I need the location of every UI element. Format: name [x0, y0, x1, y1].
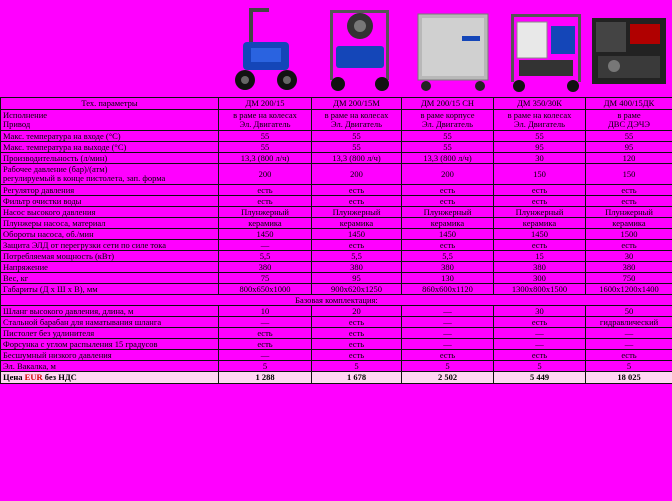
table-row [1, 153, 672, 164]
table-cell: 75 [219, 273, 312, 284]
table-cell: 30 [586, 251, 672, 262]
table-cell-line: 150 [533, 168, 546, 179]
table-cell: есть [312, 317, 402, 328]
table-cell: 380 [586, 262, 672, 273]
table-cell: 13,3 (800 л/ч) [402, 153, 494, 164]
row-label: Шланг высокого давления, длина, м [1, 306, 219, 317]
table-cell: есть [219, 196, 312, 207]
table-cell: керамика [402, 218, 494, 229]
table-cell: 5,5 [312, 251, 402, 262]
table-cell: 5 [402, 361, 494, 372]
table-cell-line: Эл. Двигатель [239, 119, 291, 129]
table-cell: 55 [312, 131, 402, 142]
price-cell: 18 025 [586, 372, 672, 384]
table-cell: 5,5 [219, 251, 312, 262]
pressure-washer-cart-icon [225, 4, 307, 94]
table-cell: Плунжерный [312, 207, 402, 218]
table-cell: Плунжерный [494, 207, 586, 218]
table-row [1, 361, 672, 372]
table-cell: 380 [402, 262, 494, 273]
table-cell: 5,5 [402, 251, 494, 262]
table-row [1, 306, 672, 317]
table-cell: 30 [494, 306, 586, 317]
table-cell: 130 [402, 273, 494, 284]
row-label: Обороты насоса, об./мин [1, 229, 219, 240]
table-header-row [1, 98, 672, 110]
table-cell: 95 [312, 273, 402, 284]
row-label: Макс. температура на входе (°С) [1, 131, 219, 142]
table-cell: есть [494, 240, 586, 251]
row-label: Габариты (Д х Ш х В), мм [1, 284, 219, 295]
table-cell-line: в раме на колесах [324, 110, 389, 120]
table-cell: 750 [586, 273, 672, 284]
table-cell: 55 [494, 131, 586, 142]
table-row [1, 350, 672, 361]
table-cell: 1500 [586, 229, 672, 240]
table-cell: есть [402, 240, 494, 251]
table-cell-line: в раме корпусе [420, 110, 475, 120]
table-cell: Плунжерный [219, 207, 312, 218]
table-cell: керамика [494, 218, 586, 229]
table-cell: есть [586, 350, 672, 361]
row-label: Стальной барабан для наматывания шланга [1, 317, 219, 328]
table-cell [219, 164, 312, 185]
table-cell: есть [312, 196, 402, 207]
price-cell: 2 502 [402, 372, 494, 384]
table-cell: 5 [494, 361, 586, 372]
table-cell: 300 [494, 273, 586, 284]
table-cell: 55 [219, 131, 312, 142]
table-row [1, 339, 672, 350]
pressure-washer-frame-hose-reel-icon [320, 4, 402, 94]
table-cell: есть [494, 350, 586, 361]
table-row [1, 164, 672, 185]
table-row [1, 284, 672, 295]
table-row [1, 196, 672, 207]
row-label-line: регулируемый в конце пистолета, зап. форма [3, 173, 166, 183]
table-cell: есть [312, 339, 402, 350]
table-cell: 55 [402, 131, 494, 142]
table-cell: есть [312, 328, 402, 339]
table-cell: есть [586, 196, 672, 207]
price-label-text: Цена [3, 372, 25, 382]
table-cell [586, 164, 672, 185]
section-header-row [1, 295, 672, 306]
price-label-text: без НДС [42, 372, 77, 382]
table-cell: есть [402, 350, 494, 361]
table-row [1, 131, 672, 142]
row-label-line: Привод [3, 119, 31, 129]
table-row [1, 110, 672, 131]
row-label: Макс. температура на выходе (°С) [1, 142, 219, 153]
table-cell: — [402, 328, 494, 339]
table-cell: 55 [402, 142, 494, 153]
table-row [1, 262, 672, 273]
table-cell: 5 [586, 361, 672, 372]
column-header-model: ДМ 200/15 [219, 98, 312, 110]
table-cell: 1450 [494, 229, 586, 240]
table-row [1, 207, 672, 218]
row-label: Вес, кг [1, 273, 219, 284]
table-cell: есть [402, 196, 494, 207]
column-header-model: ДМ 400/15ДК [586, 98, 672, 110]
table-cell: 13,3 (800 л/ч) [219, 153, 312, 164]
table-cell-line: в раме [617, 110, 641, 120]
table-cell: 55 [312, 142, 402, 153]
table-cell: 120 [586, 153, 672, 164]
row-label: Регулятор давления [1, 185, 219, 196]
table-cell: 30 [494, 153, 586, 164]
table-row [1, 251, 672, 262]
table-cell: керамика [586, 218, 672, 229]
table-cell: 15 [494, 251, 586, 262]
section-title: Базовая комплектация: [1, 295, 672, 306]
table-cell-line: 200 [441, 168, 454, 179]
table-cell: — [219, 350, 312, 361]
table-cell: есть [312, 350, 402, 361]
table-cell: 800x650x1000 [219, 284, 312, 295]
table-cell: — [219, 240, 312, 251]
table-row [1, 185, 672, 196]
table-row [1, 273, 672, 284]
table-cell [312, 110, 402, 131]
table-cell: гидравлический [586, 317, 672, 328]
currency-label: EUR [24, 372, 43, 382]
table-cell: — [586, 339, 672, 350]
row-label [1, 164, 219, 185]
product-images-strip [0, 0, 672, 96]
table-cell: 13,3 (800 л/ч) [312, 153, 402, 164]
table-cell: 900x620x1250 [312, 284, 402, 295]
row-label-line: Рабочее давление (бар)/(атм) [3, 164, 108, 174]
table-cell: есть [312, 185, 402, 196]
pressure-washer-heated-frame-icon [505, 4, 587, 94]
table-cell: — [494, 339, 586, 350]
row-label: Бесшумный низкого давления [1, 350, 219, 361]
table-cell [494, 164, 586, 185]
spec-table [0, 97, 672, 384]
row-label: Защита ЭЛД от перегрузки сети по силе тока [1, 240, 219, 251]
table-cell: есть [494, 196, 586, 207]
table-cell [219, 110, 312, 131]
pressure-washer-stainless-cabinet-icon [412, 4, 494, 94]
table-cell: Плунжерный [402, 207, 494, 218]
table-cell: есть [219, 339, 312, 350]
table-cell: есть [219, 328, 312, 339]
table-cell: 50 [586, 306, 672, 317]
table-cell [586, 110, 672, 131]
table-cell: есть [586, 240, 672, 251]
column-header-model: ДМ 200/15 СН [402, 98, 494, 110]
table-cell: — [402, 339, 494, 350]
table-cell-line: Эл. Двигатель [422, 119, 473, 129]
table-cell-line: в раме на колесах [507, 110, 572, 120]
table-cell-line: 200 [258, 168, 272, 179]
table-cell: Плунжерный [586, 207, 672, 218]
table-cell: 1450 [402, 229, 494, 240]
table-cell: 380 [219, 262, 312, 273]
price-row [1, 372, 672, 384]
table-cell-line: Эл. Двигатель [514, 119, 565, 129]
table-cell: — [402, 317, 494, 328]
table-cell: 1600x1200x1400 [586, 284, 672, 295]
column-header-model: ДМ 200/15М [312, 98, 402, 110]
table-cell: есть [586, 185, 672, 196]
row-label: Пистолет без удлинителя [1, 328, 219, 339]
row-label: Форсунка с углом распыления 15 градусов [1, 339, 219, 350]
price-cell: 1 678 [312, 372, 402, 384]
table-row [1, 328, 672, 339]
table-cell: 55 [219, 142, 312, 153]
table-cell-line: 200 [350, 168, 363, 179]
price-label [1, 372, 219, 384]
table-cell: — [402, 306, 494, 317]
table-row [1, 317, 672, 328]
table-cell: — [219, 317, 312, 328]
table-row [1, 240, 672, 251]
table-cell [402, 164, 494, 185]
table-cell: керамика [312, 218, 402, 229]
table-cell: есть [494, 317, 586, 328]
pressure-washer-diesel-frame-icon [588, 4, 670, 94]
table-cell [494, 110, 586, 131]
table-cell: — [586, 328, 672, 339]
row-label: Фильтр очистки воды [1, 196, 219, 207]
table-cell: 860x600x1120 [402, 284, 494, 295]
table-cell: есть [402, 185, 494, 196]
table-cell: 1450 [219, 229, 312, 240]
table-cell: есть [312, 240, 402, 251]
table-cell [402, 110, 494, 131]
table-row [1, 218, 672, 229]
row-label [1, 110, 219, 131]
row-label: Эл. Вакалка, м [1, 361, 219, 372]
table-cell: — [494, 328, 586, 339]
price-cell: 1 288 [219, 372, 312, 384]
table-row [1, 229, 672, 240]
table-cell-line: в раме на колесах [233, 110, 297, 120]
row-label: Потребляемая мощность (кВт) [1, 251, 219, 262]
table-cell [312, 164, 402, 185]
table-cell: 95 [586, 142, 672, 153]
column-header-model: ДМ 350/30К [494, 98, 586, 110]
row-label-line: Исполнение [3, 110, 48, 120]
table-cell: 1300x800x1500 [494, 284, 586, 295]
row-label: Плунжеры насоса, материал [1, 218, 219, 229]
table-cell: 380 [312, 262, 402, 273]
table-cell: 5 [219, 361, 312, 372]
row-label: Напряжение [1, 262, 219, 273]
table-cell: есть [219, 185, 312, 196]
table-row [1, 142, 672, 153]
table-cell: есть [494, 185, 586, 196]
table-cell: 20 [312, 306, 402, 317]
table-cell-line: ДВС ДЭЧЭ [607, 119, 651, 129]
row-label: Производительность (л/мин) [1, 153, 219, 164]
table-cell: 380 [494, 262, 586, 273]
table-cell: 10 [219, 306, 312, 317]
table-cell-line: 150 [622, 168, 636, 179]
table-cell: керамика [219, 218, 312, 229]
spec-table-body [1, 110, 672, 384]
table-cell: 95 [494, 142, 586, 153]
table-cell: 5 [312, 361, 402, 372]
row-label: Насос высокого давления [1, 207, 219, 218]
price-cell: 5 449 [494, 372, 586, 384]
table-cell: 1450 [312, 229, 402, 240]
table-cell-line: Эл. Двигатель [331, 119, 382, 129]
column-header-param: Тех. параметры [1, 98, 219, 110]
table-cell: 55 [586, 131, 672, 142]
